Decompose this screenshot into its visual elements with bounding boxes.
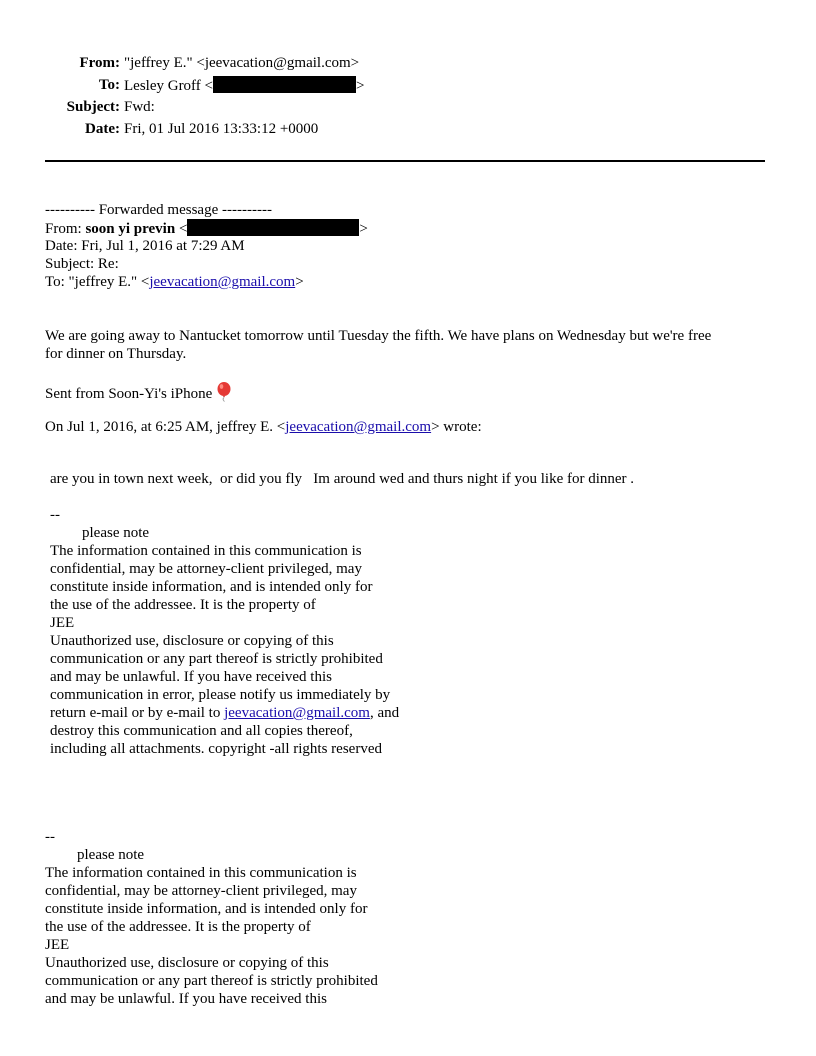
disclaimer-line: communication or any part thereof is strictly prohibited xyxy=(50,651,383,667)
reply-line: We are going away to Nantucket tomorrow until Tuesday the fifth. We have plans on Wednesday but we're free xyxy=(45,328,712,344)
reply-signature xyxy=(45,382,232,400)
forward-to-suffix: > xyxy=(295,274,304,290)
forwarded-header xyxy=(45,201,368,291)
forward-to-prefix: To: "jeffrey E." < xyxy=(45,274,150,290)
disclaimer-line: including all attachments. copyright -all rights reserved xyxy=(50,741,382,757)
forward-from-prefix: From: xyxy=(45,221,86,237)
sig-dash: -- xyxy=(50,507,60,523)
subject-value: Fwd: xyxy=(124,99,155,115)
redaction-block xyxy=(187,219,359,236)
disclaimer-lines xyxy=(45,864,378,1008)
quote-intro-line xyxy=(45,418,482,436)
reply-line: for dinner on Thursday. xyxy=(45,346,187,362)
disclaimer-line: confidential, may be attorney-client privileged, may xyxy=(50,561,362,577)
email-link[interactable]: jeevacation@gmail.com xyxy=(149,274,296,290)
disclaimer-tail xyxy=(50,722,399,758)
disclaimer-line: constitute inside information, and is intended only for xyxy=(45,901,368,917)
disclaimer-line: destroy this communication and all copies thereof, xyxy=(50,723,353,739)
forward-to xyxy=(45,273,368,291)
forward-from-open: < xyxy=(175,221,188,237)
disclaimer-line: communication in error, please notify us immediately by xyxy=(50,687,391,703)
from-value: "jeffrey E." <jeevacation@gmail.com> xyxy=(124,55,360,71)
email-link[interactable]: jeevacation@gmail.com xyxy=(285,419,432,435)
from-label: From: xyxy=(79,55,120,71)
sender-name: soon yi previn xyxy=(85,221,176,237)
disclaimer-line: communication or any part thereof is strictly prohibited xyxy=(45,973,378,989)
header-to-row xyxy=(46,76,364,98)
disclaimer-line: and may be unlawful. If you have received this xyxy=(45,991,327,1007)
header-subject-row xyxy=(46,98,364,120)
return-suffix: , and xyxy=(369,705,400,721)
disclaimer-line: JEE xyxy=(50,615,75,631)
quoted-disclaimer xyxy=(50,506,399,758)
header-divider xyxy=(45,160,765,162)
disclaimer-line: Unauthorized use, disclosure or copying of this xyxy=(50,633,334,649)
sig-dash: -- xyxy=(45,829,55,845)
signature-line xyxy=(45,382,232,400)
date-value: Fri, 01 Jul 2016 13:33:12 +0000 xyxy=(124,121,319,137)
disclaimer-line: JEE xyxy=(45,937,70,953)
date-label: Date: xyxy=(85,121,120,137)
header-date-row xyxy=(46,120,364,142)
quoted-message xyxy=(50,470,634,488)
disclaimer-line: the use of the addressee. It is the property of xyxy=(45,919,311,935)
redaction-block xyxy=(213,76,356,93)
forward-from-close: > xyxy=(359,221,368,237)
to-label: To: xyxy=(98,77,120,93)
disclaimer-line: The information contained in this communication is xyxy=(50,543,362,559)
return-prefix: return e-mail or by e-mail to xyxy=(50,705,225,721)
please-note: please note xyxy=(77,847,145,863)
footer-disclaimer xyxy=(45,828,378,1008)
disclaimer-line: confidential, may be attorney-client privileged, may xyxy=(45,883,357,899)
quote-intro-prefix: On Jul 1, 2016, at 6:25 AM, jeffrey E. < xyxy=(45,419,286,435)
forward-divider: ---------- Forwarded message ---------- xyxy=(45,202,272,218)
signature-text: Sent from Soon-Yi's iPhone xyxy=(45,386,213,402)
balloon-icon xyxy=(216,382,232,407)
disclaimer-lines xyxy=(50,542,399,704)
forward-subject: Subject: Re: xyxy=(45,256,119,272)
disclaimer-line: the use of the addressee. It is the property of xyxy=(50,597,316,613)
disclaimer-line: constitute inside information, and is intended only for xyxy=(50,579,373,595)
please-note: please note xyxy=(82,525,150,541)
to-value xyxy=(124,76,364,98)
to-close: > xyxy=(356,78,365,94)
disclaimer-return-line xyxy=(50,704,399,722)
quoted-text: are you in town next week, or did you fly Im around wed and thurs night if you like for dinner . xyxy=(50,471,635,487)
quote-intro-suffix: > wrote: xyxy=(431,419,482,435)
subject-label: Subject: xyxy=(66,99,120,115)
email-link[interactable]: jeevacation@gmail.com xyxy=(224,705,370,721)
forward-date: Date: Fri, Jul 1, 2016 at 7:29 AM xyxy=(45,238,245,254)
disclaimer-line: Unauthorized use, disclosure or copying of this xyxy=(45,955,329,971)
header-from-row xyxy=(46,54,364,76)
reply-body xyxy=(45,327,711,363)
disclaimer-line: The information contained in this communication is xyxy=(45,865,357,881)
disclaimer-line: and may be unlawful. If you have received this xyxy=(50,669,332,685)
quote-intro xyxy=(45,418,482,436)
to-name: Lesley Groff < xyxy=(124,78,213,94)
email-header xyxy=(46,54,364,142)
forward-from xyxy=(45,219,368,237)
